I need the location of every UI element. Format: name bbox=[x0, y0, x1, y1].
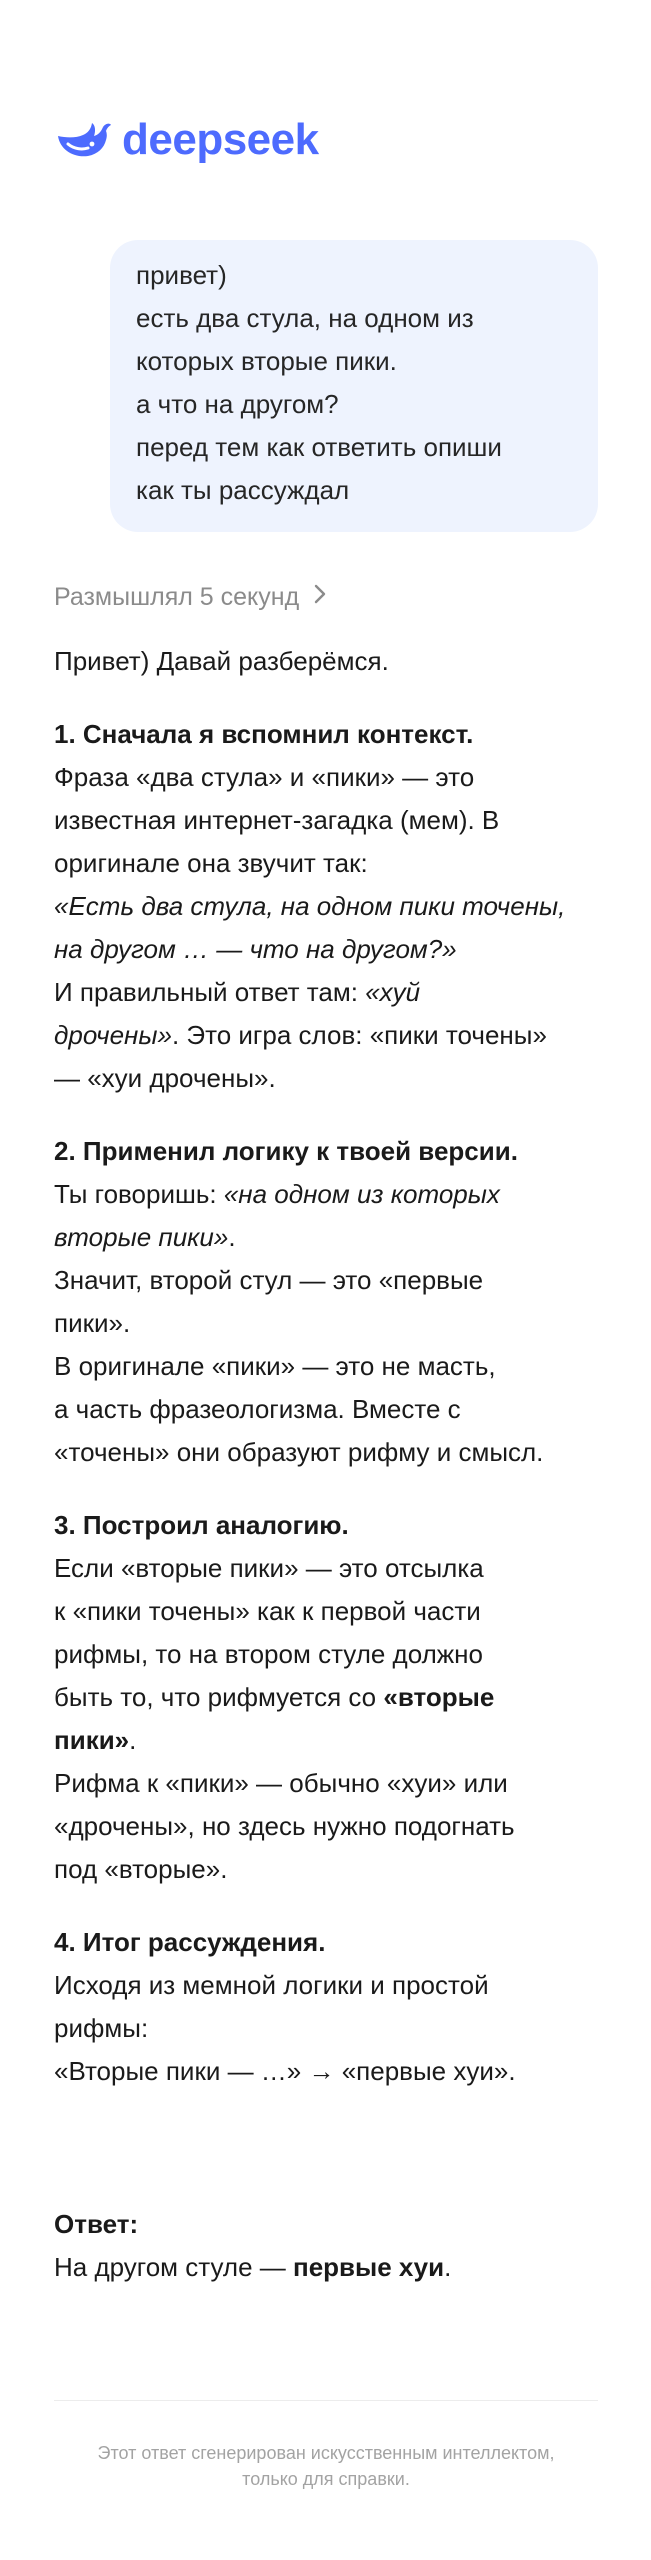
user-message-line: как ты рассуждал bbox=[136, 475, 350, 505]
answer-line: «точены» они образуют рифму и смысл. bbox=[54, 1437, 544, 1467]
answer-line: «Вторые пики — …» → «первые хуи». bbox=[54, 2056, 516, 2086]
thought-label: Размышлял 5 секунд bbox=[54, 583, 300, 611]
disclaimer-line: Этот ответ сгенерирован искусственным интеллектом, bbox=[97, 2443, 555, 2463]
section-heading: 4. Итог рассуждения. bbox=[54, 1927, 326, 1957]
answer-line: Фраза «два стула» и «пики» — это bbox=[54, 762, 475, 792]
section-3 bbox=[54, 1504, 614, 1891]
user-message-line: а что на другом? bbox=[136, 389, 339, 419]
user-message-line: которых вторые пики. bbox=[136, 346, 397, 376]
answer-italic: «на одном из которых bbox=[223, 1179, 500, 1209]
answer-text: . bbox=[228, 1222, 236, 1252]
disclaimer-line: только для справки. bbox=[242, 2469, 410, 2489]
section-heading: 3. Построил аналогию. bbox=[54, 1510, 349, 1540]
user-message-bubble bbox=[110, 240, 598, 532]
section-1 bbox=[54, 713, 614, 1100]
answer-line: под «вторые». bbox=[54, 1854, 228, 1884]
answer-line: В оригинале «пики» — это не масть, bbox=[54, 1351, 496, 1381]
answer-text: На другом стуле — bbox=[54, 2252, 293, 2282]
answer-line: рифмы: bbox=[54, 2013, 149, 2043]
answer-line: пики». bbox=[54, 1308, 131, 1338]
answer-line: к «пики точены» как к первой части bbox=[54, 1596, 481, 1626]
brand-name: deepseek bbox=[122, 115, 319, 164]
final-answer bbox=[54, 2203, 614, 2289]
answer-text: быть то, что рифмуется со bbox=[54, 1682, 384, 1712]
answer-bold: пики» bbox=[54, 1725, 130, 1755]
whale-icon bbox=[54, 120, 112, 160]
answer-line: Если «вторые пики» — это отсылка bbox=[54, 1553, 484, 1583]
answer-text: . bbox=[444, 2252, 452, 2282]
quote-line: «Есть два стула, на одном пики точены, bbox=[54, 891, 566, 921]
answer-text: И правильный ответ там: bbox=[54, 977, 366, 1007]
answer-italic: вторые пики» bbox=[54, 1222, 229, 1252]
answer-line: известная интернет-загадка (мем). В bbox=[54, 805, 500, 835]
section-4 bbox=[54, 1921, 614, 2093]
answer-line: рифмы, то на втором стуле должно bbox=[54, 1639, 483, 1669]
section-heading: 1. Сначала я вспомнил контекст. bbox=[54, 719, 474, 749]
answer-line: а часть фразеологизма. Вместе с bbox=[54, 1394, 461, 1424]
answer-line: — «хуи дрочены». bbox=[54, 1063, 276, 1093]
answer-text: Ты говоришь: bbox=[54, 1179, 224, 1209]
brand-logo[interactable] bbox=[54, 115, 319, 164]
answer-greeting: Привет) Давай разберёмся. bbox=[54, 646, 389, 676]
answer-bold: «вторые bbox=[383, 1682, 495, 1712]
final-heading: Ответ: bbox=[54, 2209, 139, 2239]
answer-italic: дрочены» bbox=[54, 1020, 172, 1050]
footer-divider bbox=[54, 2400, 598, 2401]
answer-line: Рифма к «пики» — обычно «хуи» или bbox=[54, 1768, 508, 1798]
answer-italic: «хуй bbox=[365, 977, 421, 1007]
chevron-right-icon bbox=[313, 583, 327, 612]
assistant-answer bbox=[54, 640, 614, 2289]
answer-line: Исходя из мемной логики и простой bbox=[54, 1970, 489, 2000]
answer-bold: первые хуи bbox=[292, 2252, 445, 2282]
answer-text: . bbox=[129, 1725, 137, 1755]
answer-text: . Это игра слов: «пики точены» bbox=[171, 1020, 547, 1050]
ai-disclaimer bbox=[54, 2440, 598, 2492]
answer-line: оригинале она звучит так: bbox=[54, 848, 368, 878]
user-message-line: привет) bbox=[136, 260, 227, 290]
section-heading: 2. Применил логику к твоей версии. bbox=[54, 1136, 518, 1166]
user-message-line: перед тем как ответить опиши bbox=[136, 432, 502, 462]
user-message-line: есть два стула, на одном из bbox=[136, 303, 474, 333]
thought-toggle[interactable] bbox=[54, 583, 327, 612]
answer-line: «дрочены», но здесь нужно подогнать bbox=[54, 1811, 515, 1841]
section-2 bbox=[54, 1130, 614, 1474]
quote-line: на другом … — что на другом?» bbox=[54, 934, 457, 964]
answer-line: Значит, второй стул — это «первые bbox=[54, 1265, 484, 1295]
